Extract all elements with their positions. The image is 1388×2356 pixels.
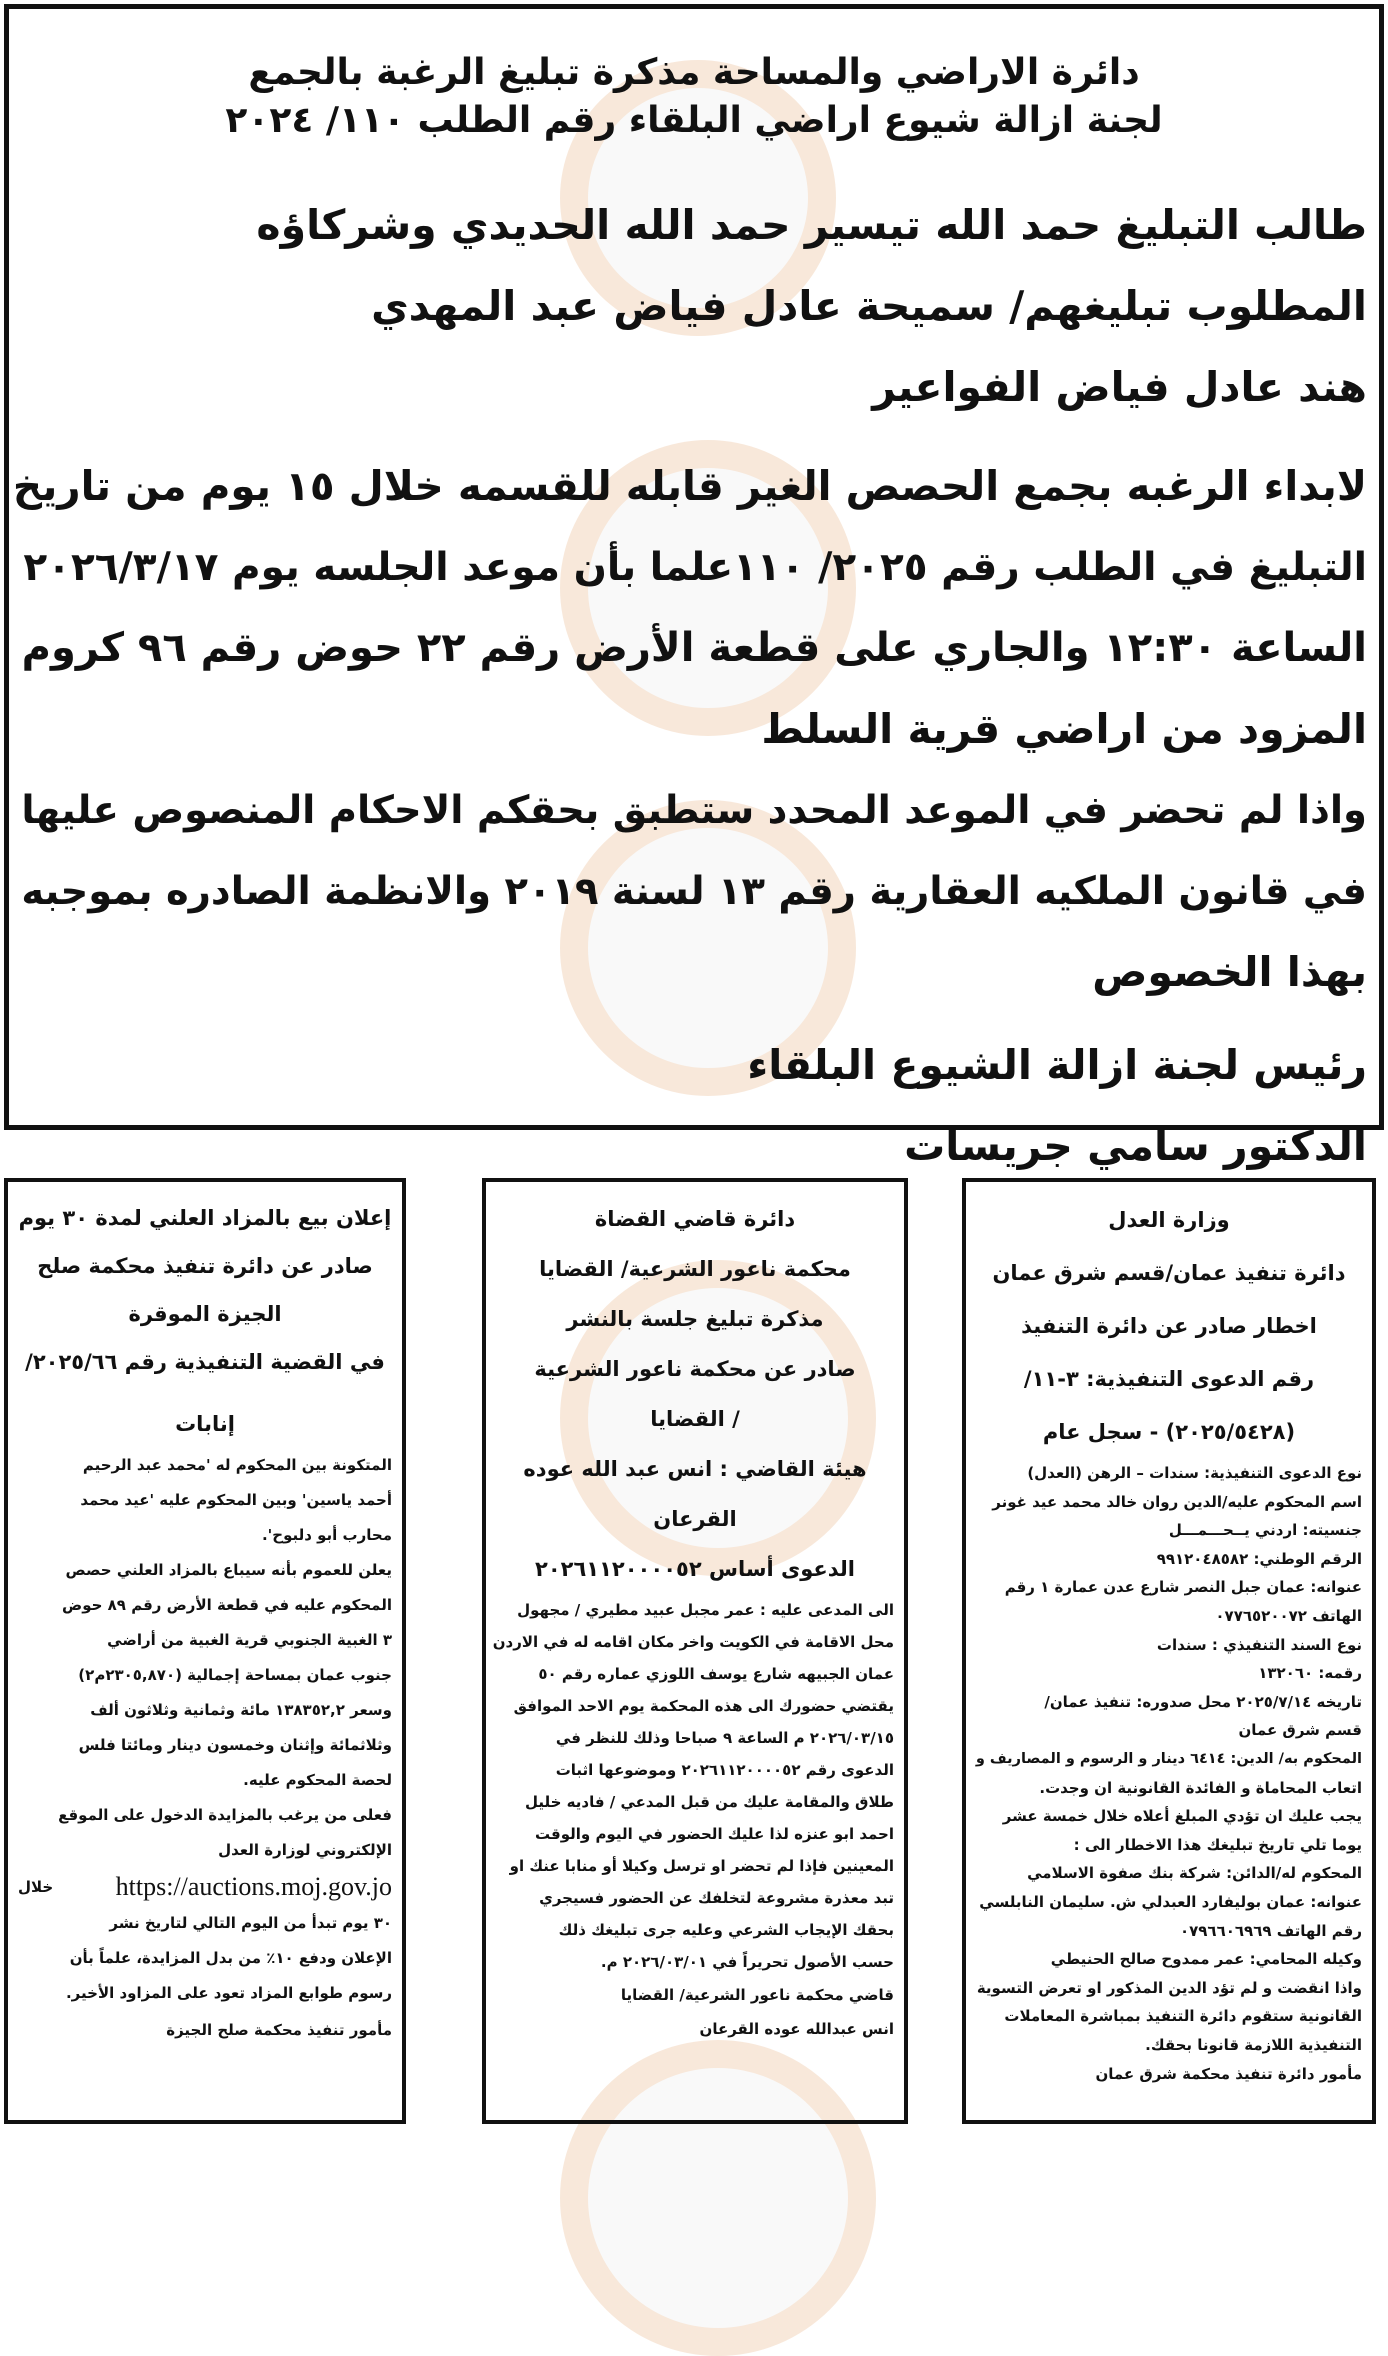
notice-line: ٣٠ يوم تبدأ من اليوم التالي لتاريخ نشر (109, 1914, 392, 1932)
notice-line: تاريخه ٢٠٢٥/٧/١٤ محل صدوره: تنفيذ عمان/ (1044, 1692, 1362, 1711)
notice-line: حسب الأصول تحريراً في ٢٠٢٦/٠٣/٠١ م. (600, 1953, 894, 1971)
notice-line: الإلكتروني لوزارة العدل (218, 1841, 392, 1859)
notice-heading: الدعوى أساس ٢٠٢٦١١٢٠٠٠٠٥٢ (535, 1557, 855, 1581)
signature-line: مأمور تنفيذ محكمة صلح الجيزة (166, 2021, 392, 2039)
notice-line: يقتضي حضورك الى هذه المحكمة يوم الاحد الموافق (513, 1697, 894, 1715)
notice-line: محل الاقامة في الكويت واخر مكان اقامه له في الاردن (492, 1633, 894, 1651)
notice-line: الى المدعى عليه : عمر مجبل عبيد مطيري / مجهول (517, 1601, 894, 1619)
notice-line: واذا لم تحضر في الموعد المحدد ستطبق بحقكم الاحكام المنصوص عليها (21, 788, 1367, 833)
notice-line: طالب التبليغ حمد الله تيسير حمد الله الحديدي وشركاؤه (256, 201, 1367, 249)
notice-heading: القرعان (653, 1507, 737, 1531)
notice-title: لجنة ازالة شيوع اراضي البلقاء رقم الطلب ١١٠/ ٢٠٢٤ (225, 100, 1163, 141)
signature-line: مأمور دائرة تنفيذ محكمة شرق عمان (1095, 2065, 1362, 2084)
notice-line: عنوانه: عمان جبل النصر شارع عدن عمارة ١ رقم (1004, 1578, 1362, 1597)
notice-heading: / القضايا (650, 1407, 740, 1431)
notice-heading: إعلان بيع بالمزاد العلني لمدة ٣٠ يوم (18, 1206, 392, 1230)
notice-line: هند عادل فياض الفواعير (872, 363, 1367, 411)
notice-line: تبد معذرة مشروعة لتخلفك عن الحضور فسيجري (539, 1889, 894, 1907)
notice-line: المعينين فإذا لم تحضر او ترسل وكيلا أو منابا عنك او (509, 1857, 894, 1875)
notice-line: قسم شرق عمان (1238, 1721, 1362, 1740)
notice-line: اسم المحكوم عليه/الدين روان خالد محمد عيد غونر (992, 1492, 1362, 1511)
notice-line: طلاق والمقامة عليك من قبل المدعي / فاديه خليل (525, 1793, 894, 1811)
notice-line: وثلاثمائة وإثنان وخمسون دينار ومائتا فلس (78, 1736, 392, 1754)
notice-line: المزود من اراضي قرية السلط (761, 705, 1367, 753)
notice-line: نوع الدعوى التنفيذية: سندات – الرهن (العدل) (1027, 1464, 1362, 1482)
notice-heading: صادر عن محكمة ناعور الشرعية (534, 1357, 856, 1381)
notice-heading: الجيزة الموقرة (128, 1302, 282, 1326)
notice-line: اتعاب المحاماة و الفائدة القانونية ان وجدت. (1039, 1778, 1362, 1797)
notice-heading: محكمة ناعور الشرعية/ القضايا (539, 1257, 851, 1281)
land-department-notice (4, 4, 1384, 1170)
notice-line: لحصة المحكوم عليه. (243, 1771, 392, 1789)
notice-line: يجب عليك ان تؤدي المبلغ أعلاه خلال خمسة عشر (1002, 1807, 1362, 1826)
notice-heading: دائرة قاضي القضاة (594, 1207, 796, 1231)
notice-line: جنسيته: اردني يــحـــمـــل (1168, 1521, 1362, 1540)
notice-line: ٣ الغبية الجنوبي قرية الغبية من أراضي (107, 1631, 392, 1649)
notice-line: المحكوم به/ الدين: ٦٤١٤ دينار و الرسوم و المصاريف و (975, 1750, 1362, 1767)
notice-line: المحكوم له/الدائن: شركة بنك صفوة الاسلامي (1027, 1864, 1362, 1883)
notice-line: رقمه: ١٣٢٠٦٠ (1258, 1664, 1362, 1683)
notice-line: احمد ابو عنزه لذا عليك الحضور في اليوم والوقت (535, 1825, 894, 1843)
auction-url-line (8, 1868, 402, 1906)
sharia-court-notice (482, 1178, 908, 2124)
notice-line: القانونية ستقوم دائرة التنفيذ بمباشرة المعاملات (1004, 2007, 1362, 2026)
notice-line: المحكوم عليه في قطعة الأرض رقم ٨٩ حوض (62, 1596, 392, 1614)
notice-line: المتكونة بين المحكوم له 'محمد عبد الرحيم (82, 1456, 392, 1474)
notice-line: رقم الهاتف ٠٧٩٦٦٠٦٩٦٩ (1179, 1921, 1362, 1940)
notice-line: الدعوى رقم ٢٠٢٦١١٢٠٠٠٠٥٢ وموضوعها اثبات (555, 1761, 894, 1779)
notice-heading: مذكرة تبليغ جلسة بالنشر (566, 1307, 824, 1331)
notice-line: أحمد ياسين' وبين المحكوم عليه 'عيد محمد (80, 1491, 392, 1509)
notice-line: محارب أبو دلبوح'. (261, 1526, 392, 1544)
notice-line: فعلى من يرغب بالمزايدة الدخول على الموقع (58, 1806, 392, 1824)
auction-website-link[interactable]: https://auctions.moj.gov.jo (115, 1872, 392, 1901)
signature-line: الدكتور سامي جريسات (904, 1122, 1367, 1170)
notice-line: عنوانه: عمان بوليفارد العبدلي ش. سليمان النابلسي (979, 1892, 1362, 1911)
notice-line: الرقم الوطني: ٩٩١٢٠٤٨٥٨٢ (1156, 1549, 1362, 1568)
signature-line: رئيس لجنة ازالة الشيوع البلقاء (747, 1041, 1367, 1089)
notice-heading: رقم الدعوى التنفيذية: ٣-١١/ (1023, 1367, 1315, 1391)
notice-line: رسوم طوابع المزاد تعود على المزاود الأخير. (65, 1984, 392, 2002)
notice-line: يوما تلي تاريخ تبليغك هذا الاخطار الى : (1073, 1835, 1362, 1854)
notice-heading: صادر عن دائرة تنفيذ محكمة صلح (37, 1254, 373, 1278)
notice-line: واذا انقضت و لم تؤد الدين المذكور او تعرض التسوية (976, 1978, 1362, 1997)
notice-line: الساعة ١٢:٣٠ والجاري على قطعة الأرض رقم ٢٢ حوض رقم ٩٦ كروم (21, 625, 1367, 671)
notice-heading: في القضية التنفيذية رقم ٢٠٢٥/٦٦/ (25, 1350, 385, 1374)
notice-line: الإعلان ودفع ١٠٪ من بدل المزايدة، علماً بأن (69, 1949, 392, 1967)
notice-heading: إنابات (175, 1412, 235, 1436)
notice-heading: دائرة تنفيذ عمان/قسم شرق عمان (992, 1261, 1346, 1285)
notice-line: بحقك الإيجاب الشرعي وعليه جرى تبليغك ذلك (558, 1921, 894, 1939)
notice-line: بهذا الخصوص (1092, 948, 1367, 996)
notice-heading: هيئة القاضي : انس عبد الله عوده (523, 1457, 867, 1481)
notice-line: يعلن للعموم بأنه سيباع بالمزاد العلني حصص (65, 1561, 392, 1579)
notice-title: دائرة الاراضي والمساحة مذكرة تبليغ الرغبة بالجمع (248, 52, 1140, 93)
notice-heading: وزارة العدل (1108, 1208, 1230, 1232)
ministry-of-justice-notice (962, 1178, 1376, 2124)
notice-line: وسعر ١٣٨٣٥٢,٢ مائة وثمانية وثلاثون ألف (90, 1701, 392, 1719)
url-trailing-word: خلال (18, 1878, 54, 1896)
notice-line: ٢٠٢٦/٠٣/١٥ م الساعة ٩ صباحا وذلك للنظر في (555, 1729, 894, 1747)
notice-line: التنفيذية اللازمة قانونا بحقك. (1145, 2035, 1362, 2054)
notice-line: لابداء الرغبه بجمع الحصص الغير قابله للقسمه خلال ١٥ يوم من تاريخ (12, 462, 1367, 510)
notice-line: عمان الجبيهه شارع يوسف اللوزي عماره رقم ٥٠ (538, 1665, 894, 1683)
notice-line: الهاتف ٠٧٧٦٥٢٠٠٧٢ (1215, 1606, 1362, 1625)
notice-line: في قانون الملكيه العقارية رقم ١٣ لسنة ٢٠١٩ والانظمة الصادره بموجبه (21, 869, 1367, 914)
notice-line: المطلوب تبليغهم/ سميحة عادل فياض عبد المهدي (371, 282, 1367, 330)
notice-line: جنوب عمان بمساحة إجمالية (٢٣٠٥,٨٧٠م٢) (78, 1666, 392, 1684)
notice-heading: اخطار صادر عن دائرة التنفيذ (1021, 1314, 1317, 1338)
notice-line: التبليغ في الطلب رقم ٢٠٢٥/ ١١٠علما بأن موعد الجلسه يوم ٢٠٢٦/٣/١٧ (23, 545, 1367, 590)
signature-line: قاضي محكمة ناعور الشرعية/ القضايا (620, 1986, 894, 2004)
auction-sale-notice (4, 1178, 406, 2124)
notice-heading: (٢٠٢٥/٥٤٢٨) - سجل عام (1042, 1420, 1296, 1444)
notice-line: نوع السند التنفيذي : سندات (1156, 1635, 1362, 1654)
notice-line: وكيله المحامي: عمر ممدوح صالح الحنيطي (1050, 1950, 1362, 1969)
signature-line: انس عبدالله عوده القرعان (699, 2020, 894, 2038)
